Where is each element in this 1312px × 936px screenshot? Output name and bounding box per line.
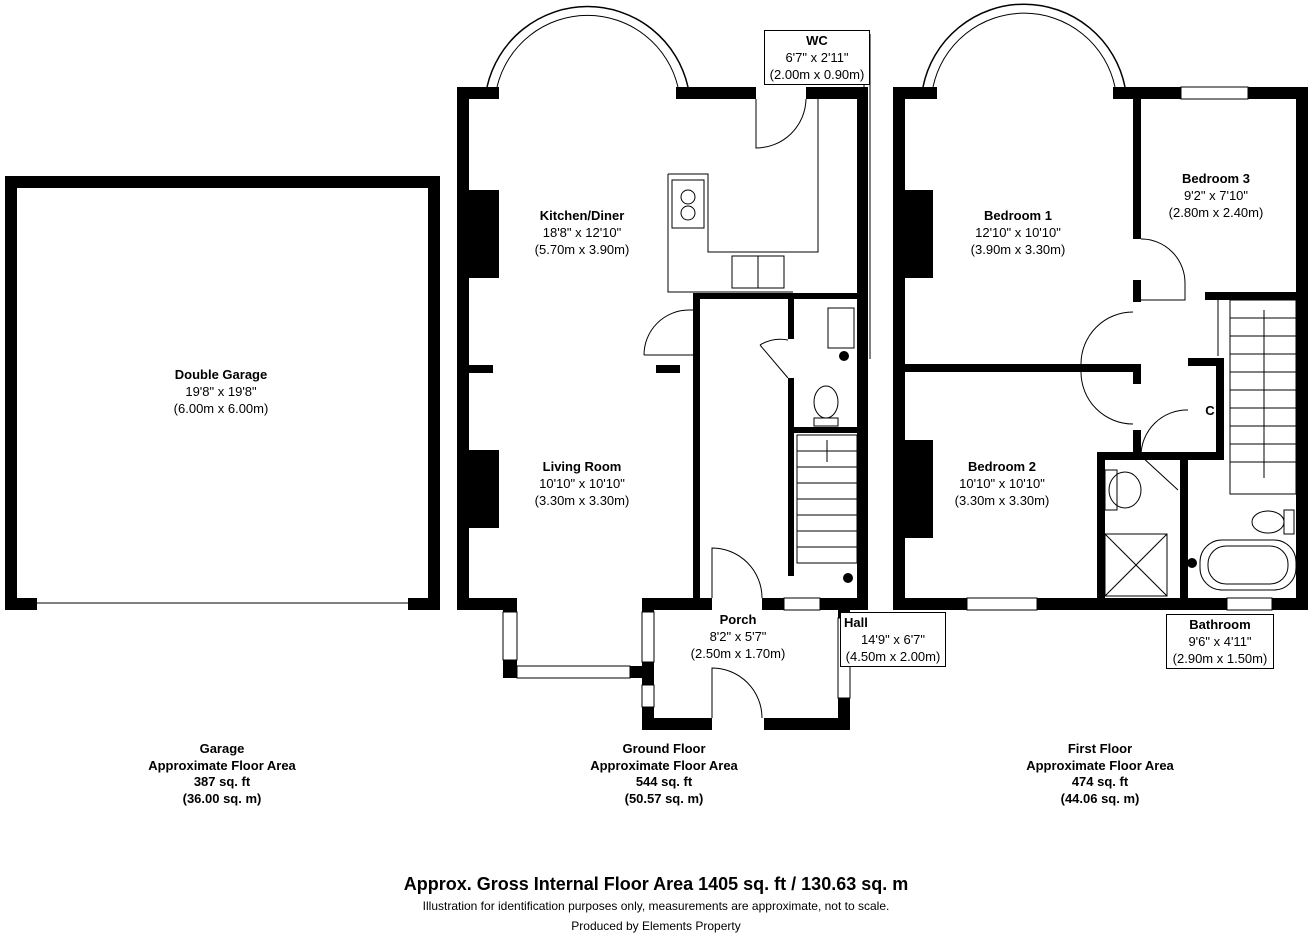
room-dims-imperial: 12'10" x 10'10" bbox=[975, 225, 1061, 240]
room-dims-metric: (3.30m x 3.30m) bbox=[954, 493, 1050, 508]
floor-area-ground bbox=[554, 741, 774, 807]
floor-area-garage bbox=[112, 741, 332, 807]
room-label-double-garage bbox=[121, 366, 321, 417]
producer-credit: Produced by Elements Property bbox=[571, 919, 741, 933]
area-sqft: 544 sq. ft bbox=[635, 774, 693, 789]
room-dims-metric: (4.50m x 2.00m) bbox=[845, 649, 941, 664]
room-name: WC bbox=[806, 33, 828, 48]
room-name: Hall bbox=[844, 615, 868, 630]
room-dims-imperial: 18'8" x 12'10" bbox=[542, 225, 622, 240]
room-name: C bbox=[1205, 403, 1215, 418]
area-sqm: (36.00 sq. m) bbox=[182, 790, 262, 806]
room-label-porch bbox=[676, 611, 800, 662]
room-name: Bedroom 2 bbox=[968, 459, 1036, 474]
area-sqft: 387 sq. ft bbox=[193, 774, 251, 789]
disclaimer: Illustration for identification purposes only, measurements are approximate, not to scale. bbox=[422, 899, 890, 913]
room-name: Porch bbox=[719, 612, 757, 627]
room-name: Bedroom 1 bbox=[984, 208, 1052, 223]
first-floor-plan bbox=[893, 4, 1308, 610]
area-sqm: (50.57 sq. m) bbox=[624, 790, 704, 806]
room-name: Bathroom bbox=[1189, 617, 1251, 632]
room-dims-metric: (2.90m x 1.50m) bbox=[1172, 651, 1268, 666]
ground-stairs bbox=[797, 435, 857, 563]
ground-floor-plan bbox=[457, 7, 870, 730]
room-dims-imperial: 8'2" x 5'7" bbox=[709, 629, 767, 644]
room-dims-metric: (2.50m x 1.70m) bbox=[690, 646, 786, 661]
room-dims-imperial: 10'10" x 10'10" bbox=[959, 476, 1045, 491]
room-dims-imperial: 6'7" x 2'11" bbox=[785, 50, 849, 65]
room-label-bedroom3 bbox=[1146, 170, 1286, 221]
room-dims-metric: (2.80m x 2.40m) bbox=[1168, 205, 1264, 220]
area-label: Approximate Floor Area bbox=[590, 757, 738, 773]
room-dims-metric: (2.00m x 0.90m) bbox=[769, 67, 865, 82]
room-dims-imperial: 10'10" x 10'10" bbox=[539, 476, 625, 491]
room-label-hall bbox=[840, 612, 946, 667]
room-name: Bedroom 3 bbox=[1182, 171, 1250, 186]
room-label-bedroom2 bbox=[902, 458, 1102, 509]
area-title: First Floor bbox=[1067, 741, 1133, 756]
room-dims-imperial: 9'6" x 4'11" bbox=[1188, 634, 1252, 649]
area-label: Approximate Floor Area bbox=[1026, 757, 1174, 773]
room-name: Kitchen/Diner bbox=[539, 208, 625, 223]
room-dims-metric: (3.90m x 3.30m) bbox=[970, 242, 1066, 257]
room-label-kitchen-diner bbox=[482, 207, 682, 258]
room-label-wc bbox=[764, 30, 870, 85]
area-sqft: 474 sq. ft bbox=[1071, 774, 1129, 789]
area-label: Approximate Floor Area bbox=[148, 757, 296, 773]
area-title: Garage bbox=[199, 741, 245, 756]
room-name: Double Garage bbox=[174, 367, 268, 382]
room-dims-imperial: 9'2" x 7'10" bbox=[1183, 188, 1249, 203]
room-label-cupboard bbox=[1198, 402, 1222, 419]
room-dims-metric: (3.30m x 3.30m) bbox=[534, 493, 630, 508]
room-dims-metric: (6.00m x 6.00m) bbox=[173, 401, 269, 416]
room-label-living-room bbox=[482, 458, 682, 509]
room-label-bathroom bbox=[1166, 614, 1274, 669]
room-dims-imperial: 19'8" x 19'8" bbox=[185, 384, 257, 399]
first-stairs bbox=[1218, 300, 1296, 494]
floor-area-first bbox=[990, 741, 1210, 807]
room-dims-imperial: 14'9" x 6'7" bbox=[860, 632, 926, 647]
area-title: Ground Floor bbox=[622, 741, 706, 756]
total-floor-area: Approx. Gross Internal Floor Area 1405 sq. ft / 130.63 sq. m bbox=[403, 874, 909, 894]
area-sqm: (44.06 sq. m) bbox=[1060, 790, 1140, 806]
room-dims-metric: (5.70m x 3.90m) bbox=[534, 242, 630, 257]
room-label-bedroom1 bbox=[918, 207, 1118, 258]
room-name: Living Room bbox=[542, 459, 622, 474]
